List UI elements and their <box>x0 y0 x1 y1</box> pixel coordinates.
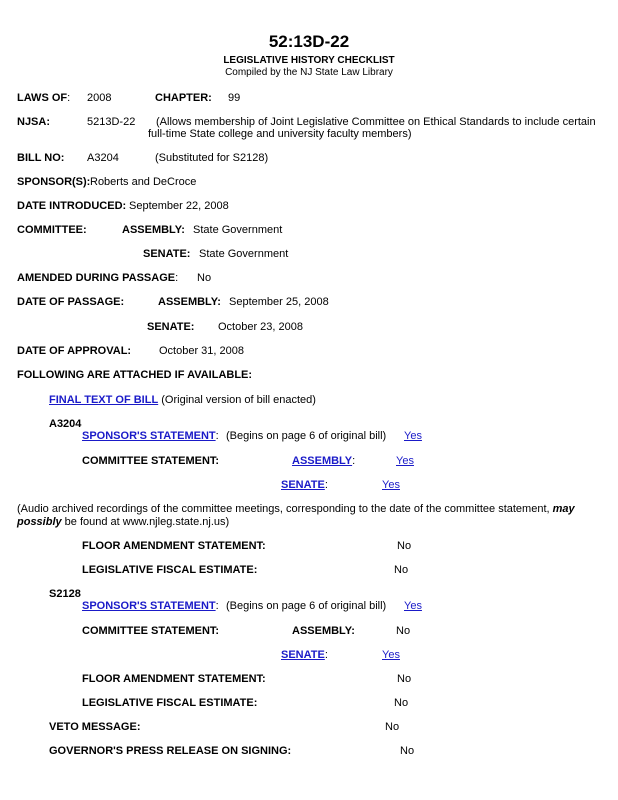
njsa-label: NJSA: <box>17 116 51 128</box>
njsa-description-line2: full-time State college and university faculty members) <box>148 128 412 140</box>
committee-label: COMMITTEE: <box>17 224 87 236</box>
veto-value: No <box>385 721 400 733</box>
a3204-committee-statement-label: COMMITTEE STATEMENT: <box>82 455 220 467</box>
press-release-label: GOVERNOR'S PRESS RELEASE ON SIGNING: <box>49 745 292 757</box>
sponsors-label: SPONSOR(S): <box>17 176 91 188</box>
chapter-value: 99 <box>228 92 241 104</box>
passage-assembly-value: September 25, 2008 <box>229 296 329 308</box>
a3204-sponsor-statement-row: SPONSOR'S STATEMENT: <box>82 430 219 442</box>
page-title: 52:13D-22 <box>268 32 350 51</box>
laws-of-label: LAWS OF: <box>17 92 71 104</box>
s2128-senate-link[interactable]: SENATE <box>281 649 325 661</box>
final-text-row <box>49 394 316 406</box>
final-text-link[interactable]: FINAL TEXT OF BILL <box>49 394 159 406</box>
s2128-sponsor-note: (Begins on page 6 of original bill) <box>226 600 387 612</box>
a3204-sponsor-statement-link[interactable]: SPONSOR'S STATEMENT <box>82 430 216 442</box>
a3204-floor-label: FLOOR AMENDMENT STATEMENT: <box>82 540 266 552</box>
sponsors-value: Roberts and DeCroce <box>90 176 197 188</box>
s2128-sponsor-statement-link[interactable]: SPONSOR'S STATEMENT <box>82 600 216 612</box>
passage-senate-label: SENATE: <box>147 321 195 333</box>
passage-assembly-label: ASSEMBLY: <box>158 296 221 308</box>
njsa-value: 5213D-22 <box>87 116 136 128</box>
date-of-approval-label: DATE OF APPROVAL: <box>17 345 132 357</box>
a3204-senate-yes-link[interactable]: Yes <box>382 479 400 491</box>
a3204-assembly-link[interactable]: ASSEMBLY <box>292 455 353 467</box>
veto-label: VETO MESSAGE: <box>49 721 141 733</box>
compiled-by: Compiled by the NJ State Law Library <box>225 67 393 78</box>
a3204-senate-row: SENATE: <box>281 479 328 491</box>
passage-senate-value: October 23, 2008 <box>218 321 304 333</box>
a3204-fiscal-value: No <box>394 564 409 576</box>
committee-senate-value: State Government <box>199 248 289 260</box>
s2128-floor-value: No <box>397 673 412 685</box>
amended-label: AMENDED DURING PASSAGE: <box>17 272 179 284</box>
laws-of-value: 2008 <box>87 92 112 104</box>
s2128-senate-row: SENATE: <box>281 649 328 661</box>
page-subtitle: LEGISLATIVE HISTORY CHECKLIST <box>223 55 395 66</box>
a3204-fiscal-label: LEGISLATIVE FISCAL ESTIMATE: <box>82 564 258 576</box>
committee-assembly-value: State Government <box>193 224 283 236</box>
s2128-floor-label: FLOOR AMENDMENT STATEMENT: <box>82 673 266 685</box>
bill-no-value: A3204 <box>87 152 119 164</box>
a3204-senate-link[interactable]: SENATE <box>281 479 325 491</box>
s2128-fiscal-label: LEGISLATIVE FISCAL ESTIMATE: <box>82 697 258 709</box>
final-text-note: (Original version of bill enacted) <box>161 394 316 406</box>
committee-senate-label: SENATE: <box>143 248 191 260</box>
press-release-value: No <box>400 745 415 757</box>
a3204-assembly-row: ASSEMBLY: <box>292 455 356 467</box>
s2128-committee-statement-label: COMMITTEE STATEMENT: <box>82 625 220 637</box>
date-of-approval-value: October 31, 2008 <box>159 345 245 357</box>
date-of-passage-label: DATE OF PASSAGE: <box>17 296 125 308</box>
audio-note: (Audio archived recordings of the committee meetings, corresponding to the date of the committee statement, may possibly be found at www.njleg.state.nj.us) <box>17 503 575 528</box>
committee-assembly-label: ASSEMBLY: <box>122 224 185 236</box>
a3204-sponsor-note: (Begins on page 6 of original bill) <box>226 430 387 442</box>
chapter-label: CHAPTER: <box>155 92 212 104</box>
bill-no-label: BILL NO: <box>17 152 65 164</box>
s2128-fiscal-value: No <box>394 697 409 709</box>
s2128-sponsor-statement-row: SPONSOR'S STATEMENT: <box>82 600 219 612</box>
a3204-sponsor-yes-link[interactable]: Yes <box>404 430 422 442</box>
a3204-assembly-yes-link[interactable]: Yes <box>396 455 414 467</box>
date-introduced-value: September 22, 2008 <box>129 200 229 212</box>
bill-substituted: (Substituted for S2128) <box>155 152 269 164</box>
s2128-assembly-label: ASSEMBLY: <box>292 625 355 637</box>
bill-s2128-heading: S2128 <box>49 588 81 600</box>
s2128-sponsor-yes-link[interactable]: Yes <box>404 600 422 612</box>
s2128-assembly-value: No <box>396 625 411 637</box>
attached-heading: FOLLOWING ARE ATTACHED IF AVAILABLE: <box>17 369 253 381</box>
date-introduced-label: DATE INTRODUCED: <box>17 200 127 212</box>
njsa-description-line1: (Allows membership of Joint Legislative Committee on Ethical Standards to include certain <box>156 116 596 128</box>
bill-a3204-heading: A3204 <box>49 418 82 430</box>
amended-value: No <box>197 272 212 284</box>
a3204-floor-value: No <box>397 540 412 552</box>
s2128-senate-yes-link[interactable]: Yes <box>382 649 400 661</box>
